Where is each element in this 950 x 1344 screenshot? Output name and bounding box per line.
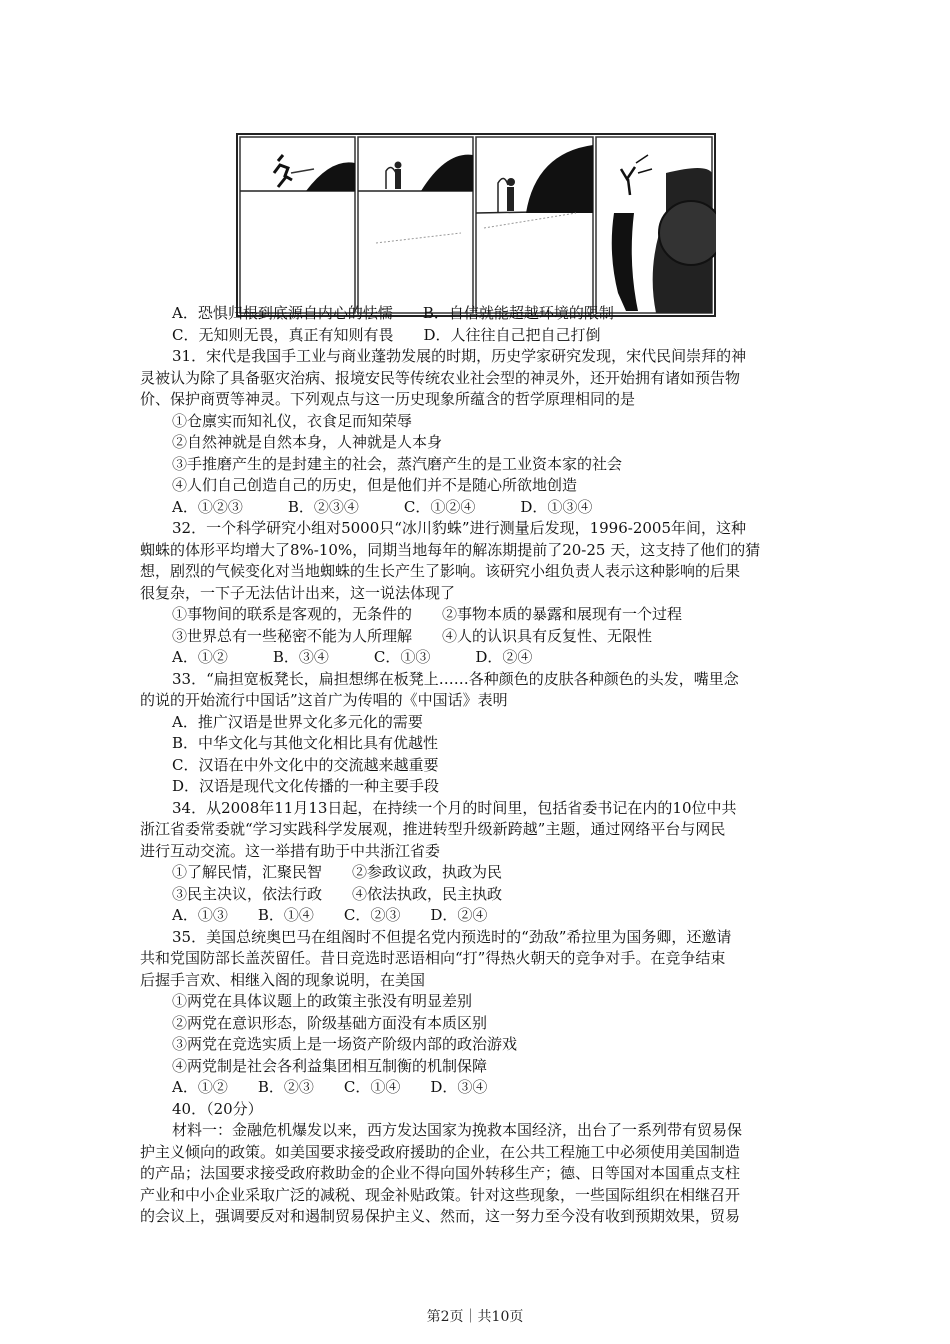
q31-item: ②自然神就是自然本身，人神就是人本身 <box>172 433 443 451</box>
q35-options: A．①② B．②③ C．①④ D．③④ <box>172 1078 488 1096</box>
q31-stem-line: 31．宋代是我国手工业与商业蓬勃发展的时期，历史学家研究发现，宋代民间崇拜的神 <box>172 347 747 365</box>
cartoon-panel-3 <box>476 137 593 313</box>
q30-options-row-2 <box>140 325 820 347</box>
q31-options: A．①②③ B．②③④ C．①②④ D．①③④ <box>172 497 593 516</box>
q31-item: ③手推磨产生的是封建主的社会，蒸汽磨产生的是工业资本家的社会 <box>172 454 623 473</box>
q35-item: ②两党在意识形态，阶级基础方面没有本质区别 <box>172 1013 488 1032</box>
q40-material-line: 产业和中小企业采取广泛的减税、现金补贴政策。针对这些现象，一些国际组织在相继召开 <box>140 1185 741 1204</box>
q30-option-d: D．人往往自己把自己打倒 <box>423 325 601 344</box>
cartoon-panel-4 <box>596 137 716 313</box>
q32-stem-line: 32．一个科学研究小组对5000只“冰川豹蛛”进行测量后发现，1996-2005年间，这种 <box>172 519 747 537</box>
q30-options-row-1 <box>140 303 820 325</box>
q31-stem-line: 价、保护商贾等神灵。下列观点与这一历史现象所蕴含的哲学原理相同的是 <box>140 390 636 408</box>
q32-options: A．①② B．③④ C．①③ D．②④ <box>172 648 533 666</box>
q31-item: ④人们自己创造自己的历史，但是他们并不是随心所欲地创造 <box>172 476 578 494</box>
q34-stem-line: 34．从2008年11月13日起，在持续一个月的时间里，包括省委书记在内的10位中共 <box>172 798 737 817</box>
q32-stem-line: 想，剧烈的气候变化对当地蜘蛛的生长产生了影响。该研究小组负责人表示这种影响的后果 <box>140 562 741 580</box>
q34-item: ③民主决议，依法行政 ④依法执政，民主执政 <box>172 884 503 903</box>
q33-option-d: D．汉语是现代文化传播的一种主要手段 <box>172 777 440 795</box>
q35-item: ④两党制是社会各利益集团相互制衡的机制保障 <box>172 1056 488 1075</box>
q40-material-line: 护主义倾向的政策。如美国要求接受政府援助的企业，在公共工程施工中必须使用美国制造 <box>140 1142 741 1161</box>
question-text <box>140 303 820 1228</box>
q34-item: ①了解民情，汇聚民智 ②参政议政，执政为民 <box>172 863 503 881</box>
q35-stem-line: 共和党国防部长盖茨留任。昔日竞选时恶语相向“打”得热火朝天的竞争对手。在竞争结束 <box>140 949 726 967</box>
q33-option-a: A．推广汉语是世界文化多元化的需要 <box>172 712 423 731</box>
q31-stem-line: 灵被认为除了具备驱灾治病、报境安民等传统农业社会型的神灵外，还开始拥有诸如预告物 <box>140 368 741 387</box>
q35-stem-line: 后握手言欢、相继入阁的现象说明，在美国 <box>140 970 426 989</box>
q32-item: ①事物间的联系是客观的，无条件的 ②事物本质的暴露和展现有一个过程 <box>172 605 683 623</box>
q32-item: ③世界总有一些秘密不能为人所理解 ④人的认识具有反复性、无限性 <box>172 626 653 645</box>
q32-stem-line: 蜘蛛的体形平均增大了8%-10%，同期当地每年的解冻期提前了20-25 天，这支持了他们的猜 <box>140 540 761 559</box>
q40-heading: 40．（20分） <box>172 1099 263 1118</box>
cartoon-panel-1 <box>240 137 355 313</box>
q40-material-line: 的产品；法国要求接受政府救助金的企业不得向国外转移生产；德、日等国对本国重点支柱 <box>140 1164 741 1182</box>
q33-option-b: B．中华文化与其他文化相比具有优越性 <box>172 734 439 752</box>
q34-stem-line: 浙江省委常委就“学习实践科学发展观，推进转型升级新跨越”主题，通过网络平台与网民 <box>140 820 726 838</box>
q35-item: ③两党在竞选实质上是一场资产阶级内部的政治游戏 <box>172 1035 518 1053</box>
q34-options: A．①③ B．①④ C．②③ D．②④ <box>172 906 488 924</box>
q40-material-line: 的会议上，强调要反对和遏制贸易保护主义、然而，这一努力至今没有收到预期效果，贸易 <box>140 1207 741 1225</box>
page-footer: 第2页｜共10页 <box>426 1309 524 1325</box>
q31-item: ①仓廪实而知礼仪，衣食足而知荣辱 <box>172 411 413 430</box>
q35-item: ①两党在具体议题上的政策主张没有明显差别 <box>172 992 473 1010</box>
q33-stem-line: 33．“扁担宽板凳长，扁担想绑在板凳上……各种颜色的皮肤各种颜色的头发，嘴里念 <box>172 669 739 688</box>
q33-option-c: C．汉语在中外文化中的交流越来越重要 <box>172 755 439 774</box>
q34-stem-line: 进行互动交流。这一举措有助于中共浙江省委 <box>140 841 441 860</box>
cartoon-figure <box>236 133 716 317</box>
q30-option-b: B．自信就能超越环境的限制 <box>422 304 614 322</box>
q30-option-c: C．无知则无畏，真正有知则有畏 <box>172 325 394 344</box>
q40-material-line: 材料一：金融危机爆发以来，西方发达国家为挽救本国经济，出台了一系列带有贸易保 <box>172 1121 743 1139</box>
q33-stem-line: 的说的开始流行中国话”这首广为传唱的《中国话》表明 <box>140 691 508 709</box>
q30-option-a: A．恐惧归根到底源自内心的怯懦 <box>172 304 393 322</box>
cartoon-panel-2 <box>358 137 473 313</box>
q32-stem-line: 很复杂，一下子无法估计出来，这一说法体现了 <box>140 583 456 602</box>
q35-stem-line: 35．美国总统奥巴马在组阁时不但提名党内预选时的“劲敌”希拉里为国务卿，还邀请 <box>172 927 732 946</box>
